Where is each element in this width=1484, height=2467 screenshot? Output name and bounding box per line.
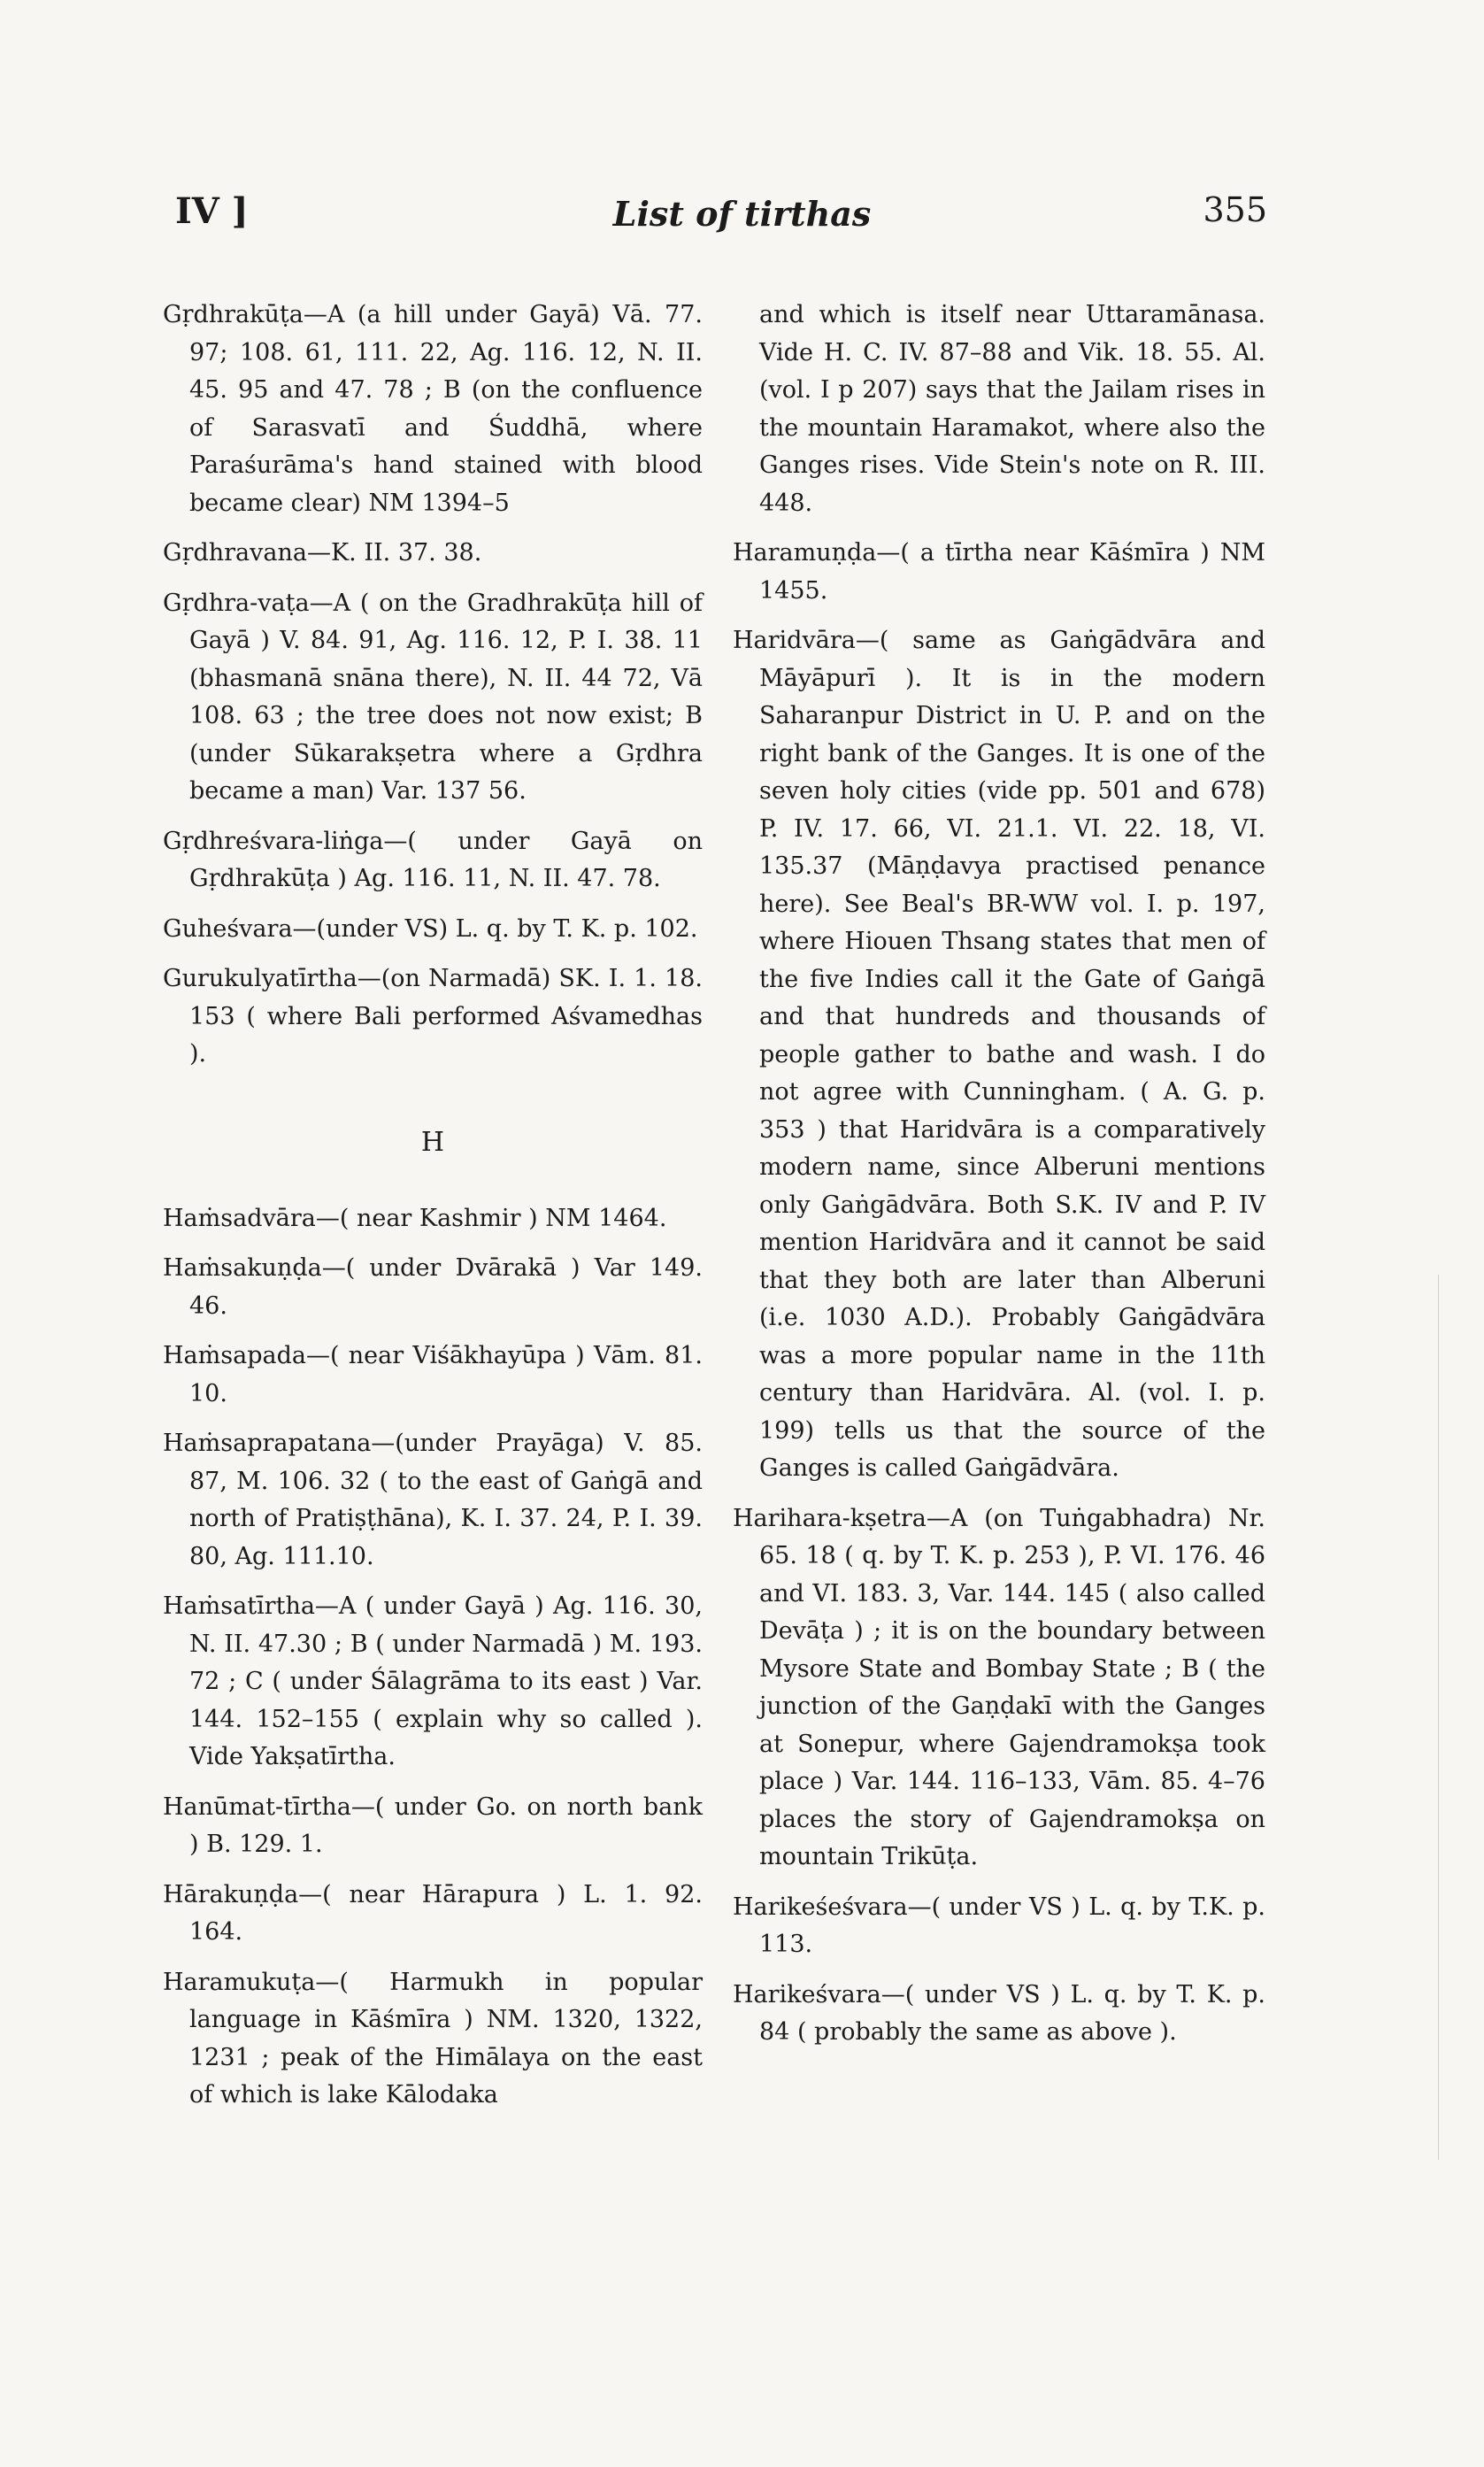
right-column xyxy=(733,297,1265,2064)
entry: Hanūmat-tīrtha—( under Go. on north bank ) B. 129. 1. xyxy=(163,1792,703,1858)
section-letter: H xyxy=(420,1126,445,1158)
entry: Hārakuṇḍa—( near Hārapura ) L. 1. 92. 164. xyxy=(163,1880,703,1946)
entry: Gṛdhrakūṭa—A (a hill under Gayā) Vā. 77. 97; 108. 61, 111. 22, Ag. 116. 12, N. II. 45. 95 and 47. 78 ; B (on the confluence of Sarasvatī and Śuddhā, where Paraśurāma's hand stained with blood became clear) NM 1394–5 xyxy=(163,301,703,517)
entry: Haṁsadvāra—( near Kashmir ) NM 1464. xyxy=(163,1204,667,1232)
running-title: List of tirthas xyxy=(612,194,872,234)
entry: Gṛdhreśvara-liṅga—( under Gayā on Gṛdhrakūṭa ) Ag. 116. 11, N. II. 47. 78. xyxy=(163,827,703,892)
entry: Haramukuṭa—( Harmukh in popular language in Kāśmīra ) NM. 1320, 1322, 1231 ; peak of the Himālaya on the east of which is lake Kālodaka xyxy=(163,1968,703,2109)
page-header xyxy=(0,190,1484,243)
page-number: 355 xyxy=(1203,190,1267,229)
left-column xyxy=(163,297,703,2127)
entry: Gurukulyatīrtha—(on Narmadā) SK. I. 1. 18. 153 ( where Bali performed Aśvamedhas ). xyxy=(163,965,703,1068)
entry-continuation: and which is itself near Uttaramānasa. Vide H. C. IV. 87–88 and Vik. 18. 55. Al. (vol. I p 207) says that the Jailam rises in the mountain Haramakot, where also the Ganges rises. Vide Stein's note on R. III. 448. xyxy=(759,301,1265,517)
entry: Haramuṇḍa—( a tīrtha near Kāśmīra ) NM 1455. xyxy=(733,539,1265,605)
entry: Gṛdhravana—K. II. 37. 38. xyxy=(163,539,482,567)
entry: Haṁsapada—( near Viśākhayūpa ) Vām. 81. 10. xyxy=(163,1342,703,1407)
entry: Harikeśeśvara—( under VS ) L. q. by T.K. p. 113. xyxy=(733,1893,1265,1958)
entry: Haṁsatīrtha—A ( under Gayā ) Ag. 116. 30, N. II. 47.30 ; B ( under Narmadā ) M. 193. 72 ; C ( under Śālagrāma to its east ) Var. 144. 152–155 ( explain why so called ). Vide Yakṣatīrtha. xyxy=(163,1592,703,1770)
entry: Haridvāra—( same as Gaṅgādvāra and Māyāpurī ). It is in the modern Saharanpur District in U. P. and on the right bank of the Ganges. It is one of the seven holy cities (vide pp. 501 and 678) P. IV. 17. 66, VI. 21.1. VI. 22. 18, VI. 135.37 (Māṇḍavya practised penance here). See Beal's BR-WW vol. I. p. 197, where Hiouen Thsang states that men of the five Indies call it the Gate of Gaṅgā and that hundreds and thousands of people gather to bathe and wash. I do not agree with Cunningham. ( A. G. p. 353 ) that Haridvāra is a comparatively modern name, since Alberuni mentions only Gaṅgādvāra. Both S.K. IV and P. IV mention Haridvāra and it cannot be said that they both are later than Alberuni (i.e. 1030 A.D.). Probably Gaṅgādvāra was a more popular name in the 11th century than Haridvāra. Al. (vol. I. p. 199) tells us that the source of the Ganges is called Gaṅgādvāra. xyxy=(733,627,1265,1482)
chapter-number: IV ] xyxy=(175,190,249,232)
entry: Harikeśvara—( under VS ) L. q. by T. K. p. 84 ( probably the same as above ). xyxy=(733,1980,1265,2046)
entry: Haṁsakuṇḍa—( under Dvārakā ) Var 149. 46. xyxy=(163,1254,703,1320)
scan-margin-line xyxy=(1438,1275,1439,2160)
entry: Gṛdhra-vaṭa—A ( on the Gradhrakūṭa hill of Gayā ) V. 84. 91, Ag. 116. 12, P. I. 38. 11 (bhasmanā snāna there), N. II. 44 72, Vā 108. 63 ; the tree does not now exist; B (under Sūkarakṣetra where a Gṛdhra became a man) Var. 137 56. xyxy=(163,589,703,805)
entry: Haṁsaprapatana—(under Prayāga) V. 85. 87, M. 106. 32 ( to the east of Gaṅgā and north of Pratiṣṭhāna), K. I. 37. 24, P. I. 39. 80, Ag. 111.10. xyxy=(163,1430,703,1570)
entry: Harihara-kṣetra—A (on Tuṅgabhadra) Nr. 65. 18 ( q. by T. K. p. 253 ), P. VI. 176. 46 and VI. 183. 3, Var. 144. 145 ( also called Devāṭa ) ; it is on the boundary between Mysore State and Bombay State ; B ( the junction of the Gaṇḍakī with the Ganges at Sonepur, where Gajendramokṣa took place ) Var. 144. 116–133, Vām. 85. 4–76 places the story of Gajendramokṣa on mountain Trikūṭa. xyxy=(733,1504,1265,1870)
entry: Guheśvara—(under VS) L. q. by T. K. p. 102. xyxy=(163,914,698,943)
